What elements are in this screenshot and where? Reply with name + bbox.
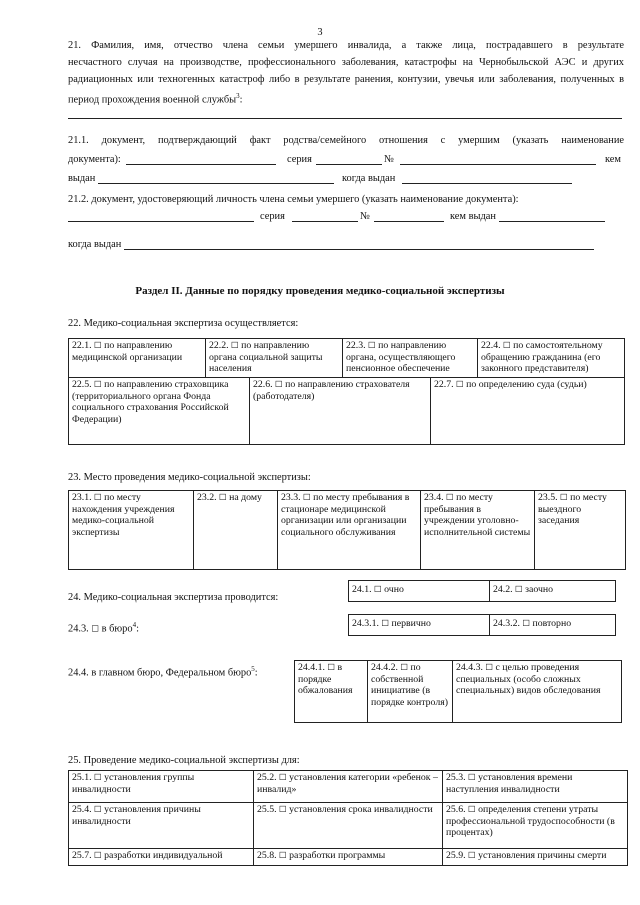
item21-1-doc-field[interactable] xyxy=(126,164,276,165)
item21-2-kogda-label: когда выдан xyxy=(68,239,122,250)
item21-line4: период прохождения военной службы$^3$: xyxy=(68,92,243,106)
item25-3-text: установления времени наступления инвалидности xyxy=(446,772,573,795)
item25-2-num: 25.2. xyxy=(257,772,277,783)
item23-5-option[interactable] xyxy=(534,490,626,570)
item21-1-seria-label: серия xyxy=(287,154,312,165)
item22-5-option[interactable] xyxy=(68,377,250,445)
item25-4-text: установления причины инвалидности xyxy=(72,804,201,827)
item25-2-option[interactable] xyxy=(253,770,443,803)
item24-1-option[interactable] xyxy=(348,580,490,602)
item25-1-num: 25.1. xyxy=(72,772,92,783)
checkbox-icon[interactable]: ☐ xyxy=(400,663,409,673)
checkbox-icon[interactable]: ☐ xyxy=(279,773,287,783)
checkbox-icon[interactable]: ☐ xyxy=(94,851,102,861)
item25-2-text: установления категории «ребенок – инвалид» xyxy=(257,772,438,795)
item22-7-option[interactable] xyxy=(430,377,625,445)
item24-3-1-num: 24.3.1. xyxy=(352,618,379,629)
item24-3-2-option[interactable] xyxy=(489,614,616,636)
item21-2-seria-field[interactable] xyxy=(292,221,358,222)
item24-4-1-option[interactable] xyxy=(294,660,368,723)
item21-2-doc-field[interactable] xyxy=(68,221,254,222)
item24-4-1-text: в порядке обжалования xyxy=(298,662,353,697)
item25-9-option[interactable] xyxy=(442,848,628,866)
item21-1-number-field[interactable] xyxy=(400,164,596,165)
checkbox-icon[interactable]: ☐ xyxy=(279,805,287,815)
item25-6-num: 25.6. xyxy=(446,804,466,815)
item25-4-num: 25.4. xyxy=(72,804,92,815)
item21-1-kem-label: кем xyxy=(605,154,621,165)
item24-4-3-text: с целью проведения специальных (особо сложных специальных) видов обследования xyxy=(456,662,601,697)
checkbox-icon[interactable]: ☐ xyxy=(522,619,531,629)
checkbox-icon[interactable]: ☐ xyxy=(94,805,102,815)
item22-4-text: по самостоятельному обращению гражданина (его законного представителя) xyxy=(481,340,603,375)
section2-title: Раздел II. Данные по порядку проведения медико-социальной экспертизы xyxy=(135,285,505,297)
item25-6-text: определения степени утраты профессиональной трудоспособности (в процентах) xyxy=(446,804,615,839)
item22-5-text: по направлению страховщика (территориального органа Фонда социального страхования Российской Федерации) xyxy=(72,379,229,425)
checkbox-icon[interactable]: ☐ xyxy=(468,851,476,861)
item24-3-text: в бюро xyxy=(101,623,133,635)
item25-8-num: 25.8. xyxy=(257,850,277,861)
item21-2-number-field[interactable] xyxy=(374,221,444,222)
item23-5-num: 23.5. xyxy=(538,492,558,503)
item24-3-num: 24.3. xyxy=(68,623,89,635)
item22-1-num: 22.1. xyxy=(72,340,92,351)
item24-heading: 24. Медико-социальная экспертиза проводится: xyxy=(68,592,279,603)
checkbox-icon[interactable]: ☐ xyxy=(279,851,287,861)
item21-2-kogda-field[interactable] xyxy=(124,249,594,250)
checkbox-icon[interactable]: ☐ xyxy=(219,493,227,503)
item23-2-text: на дому xyxy=(229,492,262,503)
checkbox-icon[interactable]: ☐ xyxy=(327,663,336,673)
item25-5-option[interactable] xyxy=(253,802,443,849)
item25-9-text: установления причины смерти xyxy=(478,850,607,861)
item22-2-option[interactable] xyxy=(205,338,343,378)
item24-1-num: 24.1. xyxy=(352,584,372,595)
item21-2-line1: 21.2. документ, удостоверяющий личность члена семьи умершего (указать наименование документа): xyxy=(68,194,519,205)
item24-1-text: очно xyxy=(384,584,404,595)
checkbox-icon[interactable]: ☐ xyxy=(374,585,382,595)
item23-1-num: 23.1. xyxy=(72,492,92,503)
checkbox-icon[interactable]: ☐ xyxy=(94,341,102,351)
item22-6-text: по направлению страхователя (работодателя) xyxy=(253,379,410,402)
item21-1-number-label: № xyxy=(384,154,394,165)
item25-4-option[interactable] xyxy=(68,802,254,849)
item21-fill-line[interactable] xyxy=(68,118,622,119)
item22-1-text: по направлению медицинской организации xyxy=(72,340,183,363)
item21-2-kem-label: кем выдан xyxy=(450,211,496,222)
item22-4-num: 22.4. xyxy=(481,340,501,351)
checkbox-icon[interactable]: ☐ xyxy=(503,341,511,351)
item24-4-1-num: 24.4.1. xyxy=(298,662,325,673)
item21-1-doc-label: документа): xyxy=(68,154,121,165)
item25-7-option[interactable] xyxy=(68,848,254,866)
item22-2-num: 22.2. xyxy=(209,340,229,351)
item25-heading: 25. Проведение медико-социальной экспертизы для: xyxy=(68,755,300,766)
item22-3-text: по направлению органа, осуществляющего пенсионное обеспечение xyxy=(346,340,456,375)
checkbox-icon[interactable]: ☐ xyxy=(94,493,102,503)
item21-1-kogda-field[interactable] xyxy=(402,183,572,184)
item21-1-vydan-field[interactable] xyxy=(98,183,334,184)
item23-heading: 23. Место проведения медико-социальной экспертизы: xyxy=(68,472,311,483)
checkbox-icon[interactable]: ☐ xyxy=(94,773,102,783)
item23-1-option[interactable] xyxy=(68,490,194,570)
item21-1-line1: 21.1. документ, подтверждающий факт родства/семейного отношения с умершим (указать наименование xyxy=(68,135,624,146)
item23-3-num: 23.3. xyxy=(281,492,301,503)
item21-1-kogda-label: когда выдан xyxy=(342,173,396,184)
item25-8-text: разработки программы xyxy=(289,850,386,861)
item22-7-num: 22.7. xyxy=(434,379,454,390)
checkbox-icon[interactable]: ☐ xyxy=(468,773,476,783)
item22-3-option[interactable] xyxy=(342,338,478,378)
item22-6-num: 22.6. xyxy=(253,379,273,390)
item25-1-option[interactable] xyxy=(68,770,254,803)
checkbox-icon[interactable]: ☐ xyxy=(91,624,100,635)
item24-4-3-option[interactable] xyxy=(452,660,622,723)
item24-3-1-option[interactable] xyxy=(348,614,490,636)
item24-3-label[interactable] xyxy=(68,621,139,635)
checkbox-icon[interactable]: ☐ xyxy=(275,380,283,390)
item24-3-2-num: 24.3.2. xyxy=(493,618,520,629)
item21-1-seria-field[interactable] xyxy=(316,164,382,165)
item24-2-text: заочно xyxy=(525,584,554,595)
item23-2-num: 23.2. xyxy=(197,492,217,503)
item23-5-text: по месту выездного заседания xyxy=(538,492,607,527)
item25-6-option[interactable] xyxy=(442,802,628,849)
checkbox-icon[interactable]: ☐ xyxy=(485,663,494,673)
item22-1-option[interactable] xyxy=(68,338,206,378)
item25-7-text: разработки индивидуальной xyxy=(104,850,223,861)
item24-3-colon: : xyxy=(136,623,139,635)
item25-5-num: 25.5. xyxy=(257,804,277,815)
item24-4-2-num: 24.4.2. xyxy=(371,662,398,673)
item23-1-text: по месту нахождения учреждения медико-социальной экспертизы xyxy=(72,492,175,538)
checkbox-icon[interactable]: ☐ xyxy=(368,341,376,351)
checkbox-icon[interactable]: ☐ xyxy=(94,380,102,390)
checkbox-icon[interactable]: ☐ xyxy=(560,493,568,503)
item24-2-option[interactable] xyxy=(489,580,616,602)
checkbox-icon[interactable]: ☐ xyxy=(515,585,523,595)
item23-4-text: по месту пребывания в учреждении уголовно-исполнительной системы xyxy=(424,492,531,538)
item22-5-num: 22.5. xyxy=(72,379,92,390)
item25-5-text: установления срока инвалидности xyxy=(289,804,433,815)
item25-3-option[interactable] xyxy=(442,770,628,803)
item23-3-option[interactable] xyxy=(277,490,421,570)
checkbox-icon[interactable]: ☐ xyxy=(231,341,239,351)
item22-3-num: 22.3. xyxy=(346,340,366,351)
item22-2-text: по направлению органа социальной защиты населения xyxy=(209,340,323,375)
item24-2-num: 24.2. xyxy=(493,584,513,595)
item24-4-2-option[interactable] xyxy=(367,660,453,723)
checkbox-icon[interactable]: ☐ xyxy=(468,805,476,815)
item21-1-vydan-label: выдан xyxy=(68,173,96,184)
item25-3-num: 25.3. xyxy=(446,772,466,783)
item21-line1: 21. Фамилия, имя, отчество члена семьи умершего инвалида, а также лица, пострадавшего в результате xyxy=(68,40,624,51)
item24-4-2-text: по собственной инициативе (в порядке контроля) xyxy=(371,662,448,708)
item21-line2: несчастного случая на производстве, профессионального заболевания, катастрофы на Чернобыльской АЭС и других xyxy=(68,57,624,68)
item23-4-num: 23.4. xyxy=(424,492,444,503)
item21-line3: радиационных или техногенных катастроф либо в результате ранения, контузии, увечья или заболевания, полученных в xyxy=(68,74,624,85)
item24-3-footnote: 4 xyxy=(132,621,137,629)
item22-heading: 22. Медико-социальная экспертиза осуществляется: xyxy=(68,318,299,329)
item22-6-option[interactable] xyxy=(249,377,431,445)
item21-2-kem-field[interactable] xyxy=(499,221,605,222)
item24-3-1-text: первично xyxy=(391,618,431,629)
item25-9-num: 25.9. xyxy=(446,850,466,861)
checkbox-icon[interactable]: ☐ xyxy=(446,493,454,503)
checkbox-icon[interactable]: ☐ xyxy=(303,493,311,503)
item25-8-option[interactable] xyxy=(253,848,443,866)
item23-4-option[interactable] xyxy=(420,490,535,570)
checkbox-icon[interactable]: ☐ xyxy=(456,380,464,390)
item23-3-text: по месту пребывания в стационаре медицинской организации или организации социального обслуживания xyxy=(281,492,410,538)
item21-2-seria-label: серия xyxy=(260,211,285,222)
item23-2-option[interactable] xyxy=(193,490,278,570)
item25-1-text: установления группы инвалидности xyxy=(72,772,195,795)
item25-7-num: 25.7. xyxy=(72,850,92,861)
item22-7-text: по определению суда (судьи) xyxy=(466,379,587,390)
page-number: 3 xyxy=(317,27,323,38)
checkbox-icon[interactable]: ☐ xyxy=(381,619,390,629)
item21-2-number-label: № xyxy=(360,211,370,222)
item24-3-2-text: повторно xyxy=(532,618,572,629)
item24-4-3-num: 24.4.3. xyxy=(456,662,483,673)
item24-4-label: 24.4. в главном бюро, Федеральном бюро$^5$: xyxy=(68,665,258,679)
item22-4-option[interactable] xyxy=(477,338,625,378)
